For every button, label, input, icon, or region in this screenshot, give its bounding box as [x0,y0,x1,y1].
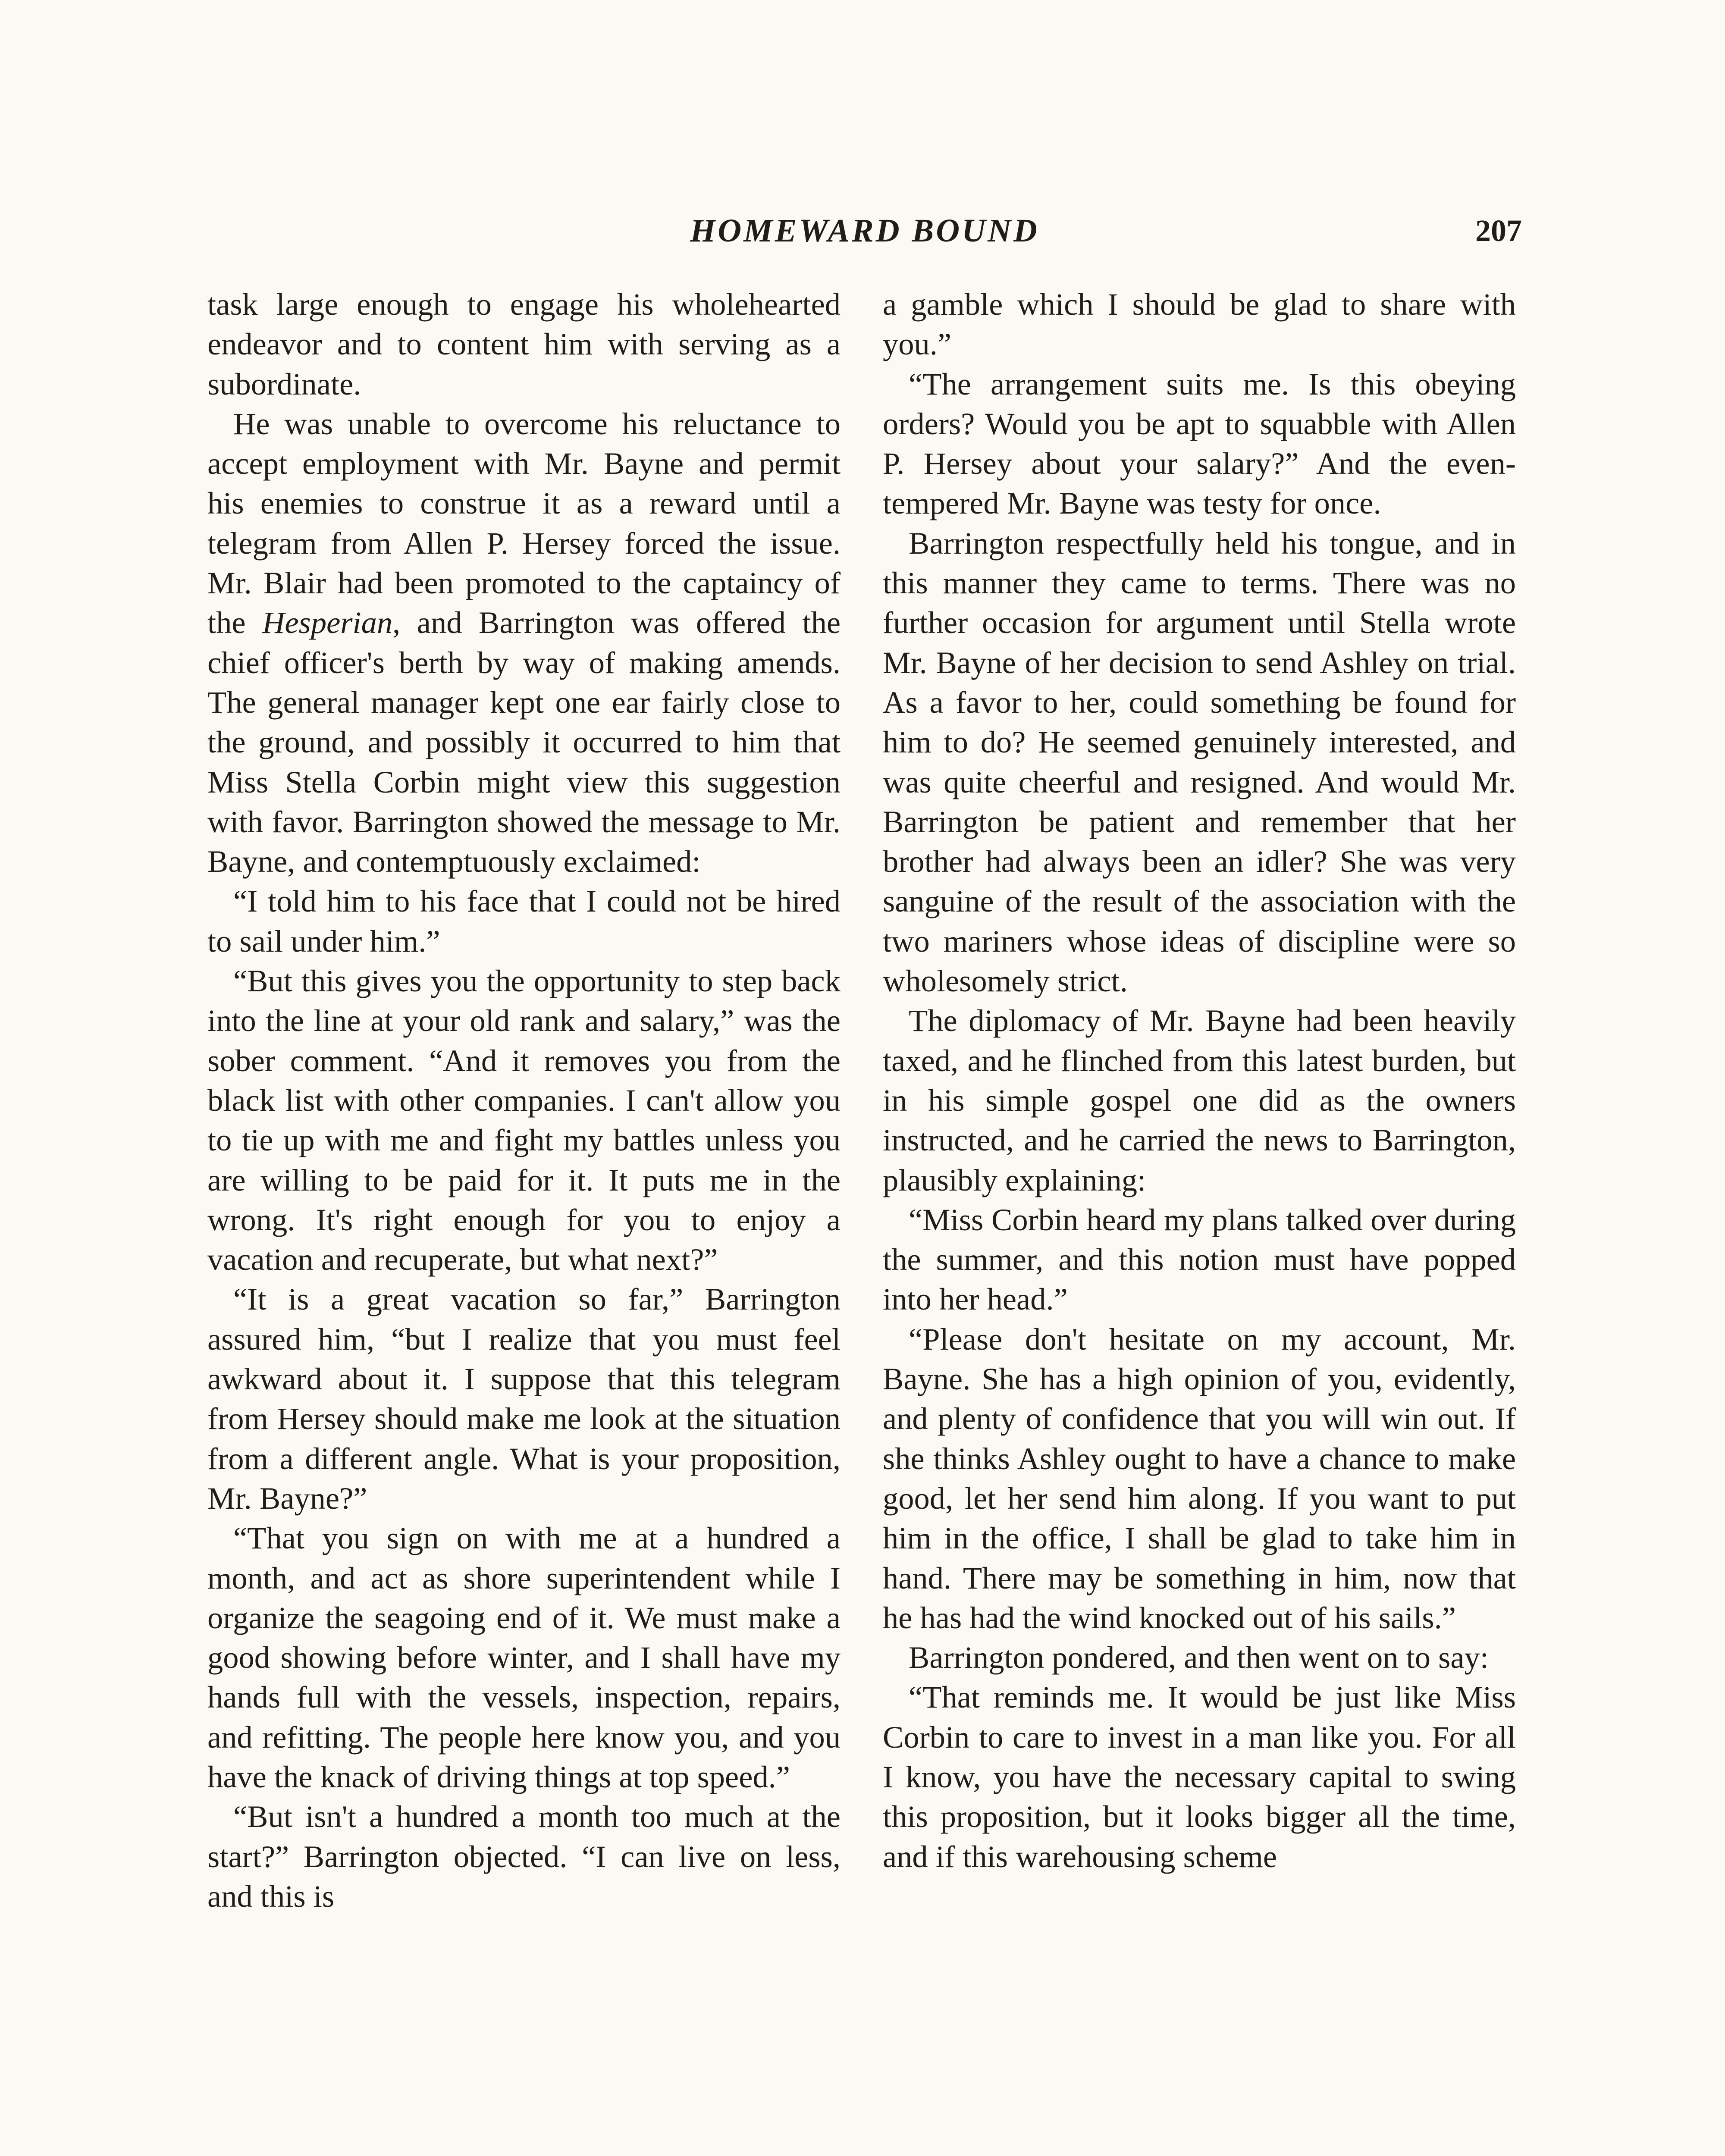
paragraph: “I told him to his face that I could not be hired to sail under him.” [207,884,841,959]
right-column [883,285,1516,1877]
paragraph: Barrington pondered, and then went on to say: [909,1640,1489,1675]
paragraph: “Miss Corbin heard my plans talked over during the summer, and this notion must have popped into her head.” [883,1202,1516,1317]
paragraph: a gamble which I should be glad to share with you.” [883,287,1516,362]
paragraph: Barrington respectfully held his tongue, and in this manner they came to terms. There was no further occasion for argument until Stella wrote Mr. Bayne of her decision to send Ashley on trial. As a favor to her, could something be found for him to do? He seemed genuinely interested, and was quite cheerful and resigned. And would Mr. Barrington be patient and remember that her brother had always been an idler? She was very sanguine of the result of the association with the two mariners whose ideas of discipline were so wholesomely strict. [883,525,1516,999]
paragraph: “But isn't a hundred a month too much at the start?” Barrington objected. “I can live on less, and this is [207,1799,841,1914]
page-header [207,205,1522,257]
paragraph: “Please don't hesitate on my account, Mr. Bayne. She has a high opinion of you, evidently, and plenty of confidence that you will win out. If she thinks Ashley ought to have a chance to make good, let her send him along. If you want to put him in the office, I shall be glad to take him in hand. There may be something in him, now that he has had the wind knocked out of his sails.” [883,1321,1516,1635]
paragraph: The diplomacy of Mr. Bayne had been heavily taxed, and he flinched from this latest burden, but in his simple gospel one did as the owners instructed, and he carried the news to Barrington, plausibly explaining: [883,1003,1516,1197]
page-number: 207 [1475,213,1522,248]
left-column [207,285,841,1916]
paragraph: “That you sign on with me at a hundred a month, and act as shore superintendent while I organize the seagoing end of it. We must make a good showing before winter, and I shall have my hands full with the vessels, inspection, repairs, and refitting. The people here know you, and you have the knack of driving things at top speed.” [207,1520,841,1794]
paragraph: task large enough to engage his wholehearted endeavor and to content him with serving as a subordinate. [207,287,841,401]
paragraph: “It is a great vacation so far,” Barrington assured him, “but I realize that you must feel awkward about it. I suppose that this telegram from Hersey should make me look at the situation from a different angle. What is your proposition, Mr. Bayne?” [207,1282,841,1516]
running-head: HOMEWARD BOUND [690,213,1039,249]
paragraph: “The arrangement suits me. Is this obeying orders? Would you be apt to squabble with Allen P. Hersey about your salary?” And the even-tempered Mr. Bayne was testy for once. [883,366,1516,521]
paragraph: “That reminds me. It would be just like Miss Corbin to care to invest in a man like you. For all I know, you have the necessary capital to swing this proposition, but it looks bigger all the time, and if this warehousing scheme [883,1680,1516,1874]
paragraph: “But this gives you the opportunity to step back into the line at your old rank and salary,” was the sober comment. “And it removes you from the black list with other companies. I can't allow you to tie up with me and fight my battles unless you are willing to be paid for it. It puts me in the wrong. It's right enough for you to enjoy a vacation and recuperate, but what next?” [207,963,841,1277]
paragraph: He was unable to overcome his reluctance to accept employment with Mr. Bayne and permit his enemies to construe it as a reward until a telegram from Allen P. Hersey forced the issue. Mr. Blair had been promoted to the captaincy of the Hesperian, and Barrington was offered the chief officer's berth by way of making amends. The general manager kept one ear fairly close to the ground, and possibly it occurred to him that Miss Stella Corbin might view this suggestion with favor. Barrington showed the message to Mr. Bayne, and contemptuously exclaimed: [207,406,841,879]
ship-name: Hesperian [262,605,393,640]
